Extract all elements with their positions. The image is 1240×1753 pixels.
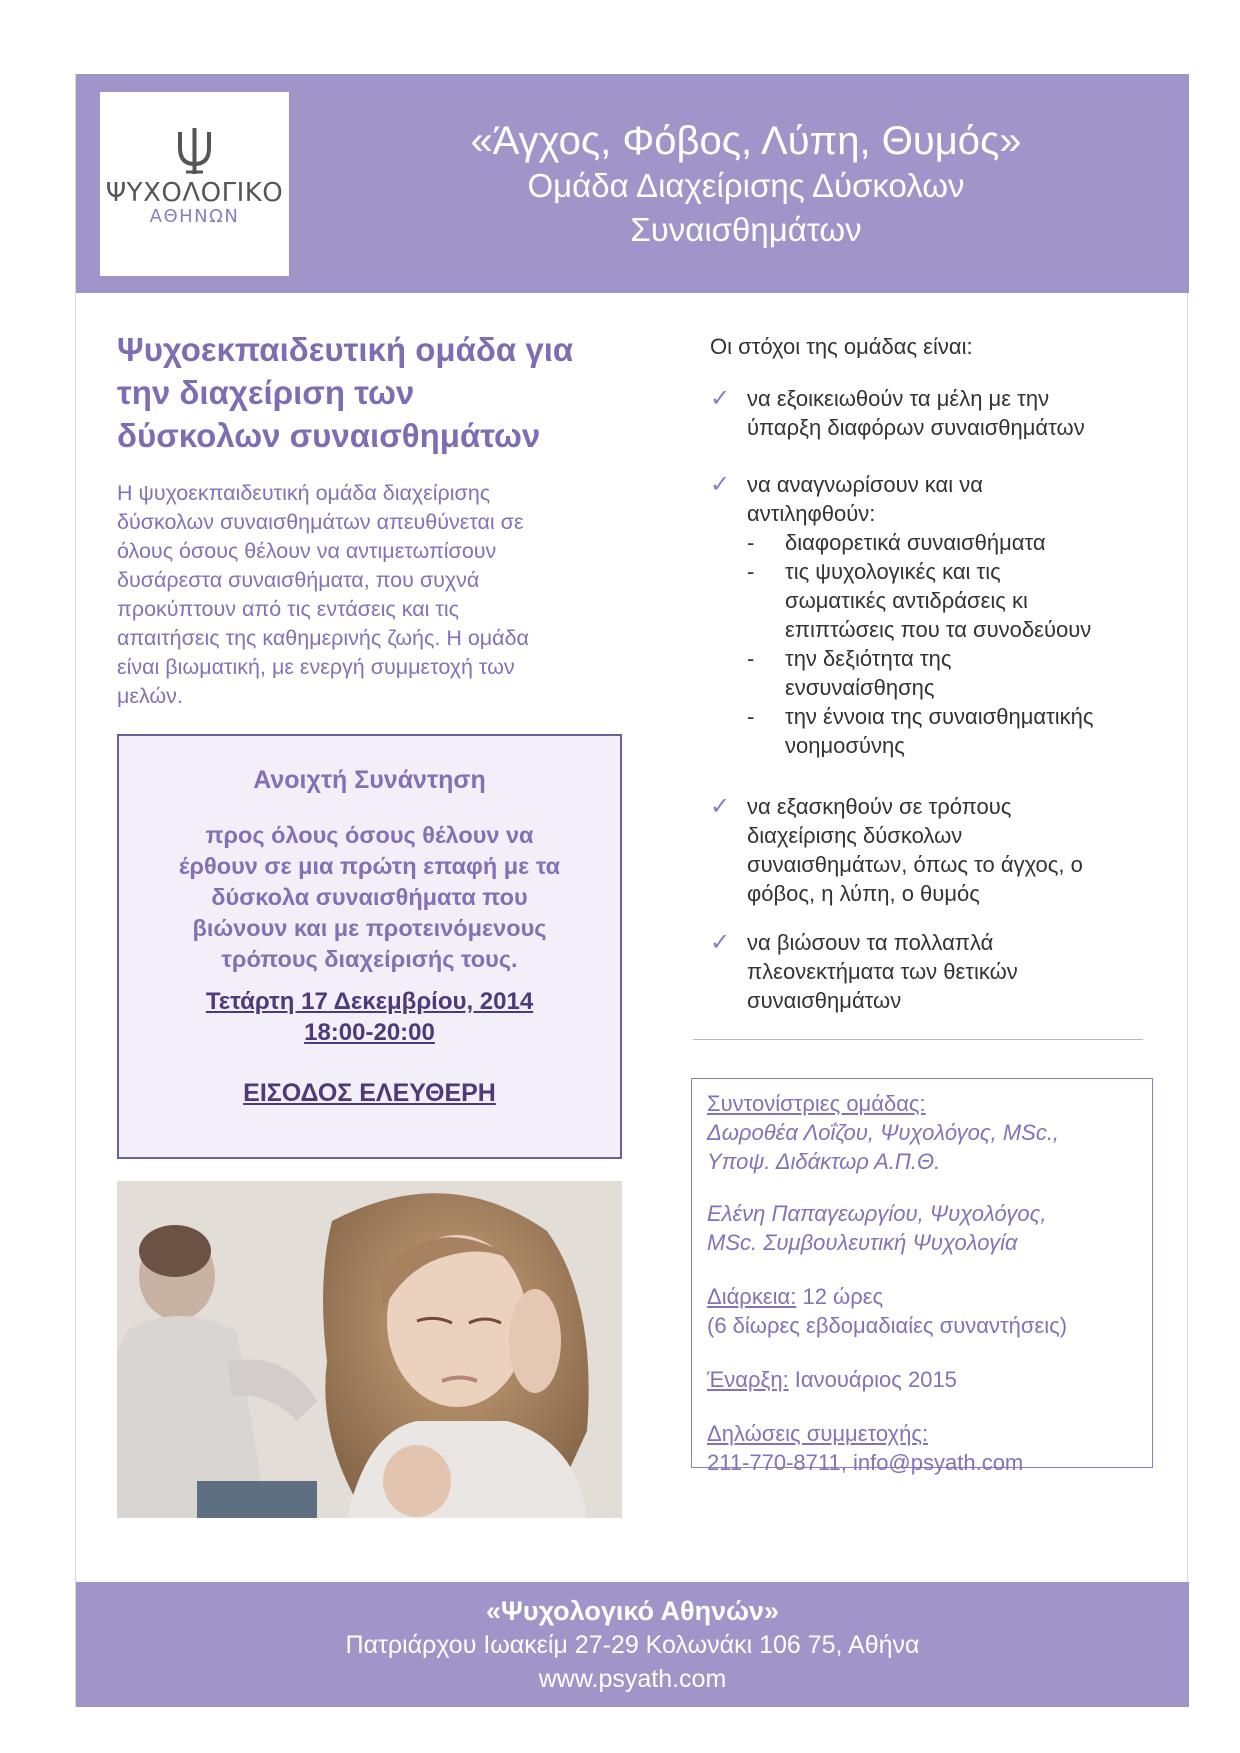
subitem-line: την έννοια της συναισθηματικής xyxy=(785,704,1094,729)
goal-text xyxy=(747,792,1170,908)
event-text-line: έρθουν σε μια πρώτη επαφή με τα xyxy=(178,853,561,879)
flyer-page xyxy=(75,74,1188,1707)
logo-text-line1: ΨΥΧΟΛΟΓΙΚΟ xyxy=(105,178,284,208)
flyer-subtitle-line1: Ομάδα Διαχείρισης Δύσκολων xyxy=(527,167,965,204)
info-box xyxy=(691,1078,1153,1475)
intro-line: απαιτήσεις της καθημερινής ζωής. Η ομάδα xyxy=(117,626,529,650)
open-meeting-box xyxy=(117,734,622,1159)
coordinator-line: Δωροθέα Λοΐζου, Ψυχολόγος, MSc., xyxy=(707,1120,1060,1145)
goal-subitem xyxy=(747,644,1170,702)
goal-subitem xyxy=(747,702,1170,760)
coordinator-line: Υποψ. Διδάκτωρ Α.Π.Θ. xyxy=(707,1149,941,1174)
signup-label: Δηλώσεις συμμετοχής: xyxy=(707,1421,929,1446)
event-date: Τετάρτη 17 Δεκεμβρίου, 2014 xyxy=(205,988,534,1015)
footer-address: Πατριάρχου Ιωακείμ 27-29 Κολωνάκι 106 75, Αθήνα xyxy=(345,1631,920,1659)
intro-line: όλους όσους θέλουν να αντιμετωπίσουν xyxy=(117,539,497,563)
event-text-line: προς όλους όσους θέλουν να xyxy=(205,822,534,848)
heading-line: δύσκολων συναισθημάτων xyxy=(117,417,541,454)
goal-line: ύπαρξη διαφόρων συναισθημάτων xyxy=(747,415,1085,440)
logo-text-line2: ΑΘΗΝΩΝ xyxy=(149,206,240,227)
check-icon: ✓ xyxy=(710,793,731,820)
goal-line: να βιώσουν τα πολλαπλά xyxy=(747,930,994,955)
flyer-subtitle-line2: Συναισθημάτων xyxy=(630,211,862,248)
goal-item xyxy=(710,470,1170,760)
goal-line: να αναγνωρίσουν και να xyxy=(747,472,983,497)
coordinators-label: Συντονίστριες ομάδας: xyxy=(707,1091,926,1116)
header-titles xyxy=(326,118,1166,252)
coordinator-line: MSc. Συμβουλευτική Ψυχολογία xyxy=(707,1230,1018,1255)
stock-photo xyxy=(117,1181,622,1518)
photo-illustration xyxy=(117,1181,622,1518)
subitem-line: τις ψυχολογικές και τις xyxy=(785,559,1001,584)
goal-item xyxy=(710,928,1170,1015)
dash-bullet: - xyxy=(747,530,755,555)
free-entry-label: ΕΙΣΟΔΟΣ ΕΛΕΥΘΕΡΗ xyxy=(243,1079,496,1107)
goal-item xyxy=(710,384,1170,442)
event-text-line: τρόπους διαχείρισής τους. xyxy=(221,946,518,972)
intro-line: Η ψυχοεκπαιδευτική ομάδα διαχείρισης xyxy=(117,481,491,505)
goal-line: διαχείρισης δύσκολων xyxy=(747,823,963,848)
intro-paragraph xyxy=(117,479,617,711)
subitem-line: νοημοσύνης xyxy=(785,733,905,758)
check-icon: ✓ xyxy=(710,471,731,498)
goal-subitem xyxy=(747,528,1170,557)
start-date xyxy=(707,1365,1147,1394)
subitem-line: επιπτώσεις που τα συνοδεύουν xyxy=(785,617,1092,642)
section-heading xyxy=(117,328,657,457)
footer-org-name: «Ψυχολογικό Αθηνών» xyxy=(486,1596,779,1626)
logo xyxy=(100,92,289,276)
goal-item xyxy=(710,792,1170,908)
psi-logo-icon xyxy=(100,128,289,174)
intro-line: δύσκολων συναισθημάτων απευθύνεται σε xyxy=(117,510,524,534)
goal-line: να εξοικειωθούν τα μέλη με την xyxy=(747,386,1050,411)
intro-line: δυσάρεστα συναισθήματα, που συχνά xyxy=(117,568,480,592)
dash-bullet: - xyxy=(747,704,755,729)
event-text-line: δύσκολα συναισθήματα που xyxy=(211,884,528,910)
goals-intro: Οι στόχοι της ομάδας είναι: xyxy=(710,334,973,359)
coordinators xyxy=(707,1089,1147,1176)
duration-note: (6 δίωρες εβδομαδιαίες συναντήσεις) xyxy=(707,1313,1068,1338)
goal-text xyxy=(747,384,1170,442)
dash-bullet: - xyxy=(747,646,755,671)
goal-line: να εξασκηθούν σε τρόπους xyxy=(747,794,1012,819)
start-value: Ιανουάριος 2015 xyxy=(788,1367,957,1392)
intro-line: είναι βιωματική, με ενεργή συμμετοχή των xyxy=(117,655,515,679)
duration-value: 12 ώρες xyxy=(796,1284,884,1309)
heading-line: την διαχείριση των xyxy=(117,374,415,411)
duration-label: Διάρκεια: xyxy=(707,1284,797,1309)
divider xyxy=(693,1039,1143,1040)
event-time: 18:00-20:00 xyxy=(304,1019,435,1046)
event-text-line: βιώνουν και με προτεινόμενους xyxy=(192,915,547,941)
intro-line: προκύπτουν από τις εντάσεις και τις xyxy=(117,597,460,621)
goal-subitem xyxy=(747,557,1170,644)
goal-line: συναισθημάτων xyxy=(747,988,902,1013)
heading-line: Ψυχοεκπαιδευτική ομάδα για xyxy=(117,331,574,368)
footer-website-link[interactable]: www.psyath.com xyxy=(538,1665,727,1693)
intro-line: μελών. xyxy=(117,684,183,708)
dash-bullet: - xyxy=(747,559,755,584)
event-datetime xyxy=(119,986,620,1048)
goal-line: φόβος, η λύπη, ο θυμός xyxy=(747,881,980,906)
open-meeting-title: Ανοιχτή Συνάντηση xyxy=(253,766,486,794)
header-band xyxy=(76,74,1189,293)
signup-contact: 211-770-8711, info@psyath.com xyxy=(707,1450,1024,1475)
subitem-line: διαφορετικά συναισθήματα xyxy=(785,530,1046,555)
footer-band xyxy=(76,1582,1189,1707)
signup xyxy=(707,1419,1147,1477)
goal-text xyxy=(747,928,1170,1015)
coordinator-2 xyxy=(707,1199,1147,1257)
goal-text xyxy=(747,470,1170,528)
subitem-line: την δεξιότητα της xyxy=(785,646,952,671)
goal-line: συναισθημάτων, όπως το άγχος, ο xyxy=(747,852,1083,877)
goal-line: πλεονεκτήματα των θετικών xyxy=(747,959,1018,984)
start-label: Έναρξη: xyxy=(707,1367,789,1392)
subitem-line: ενσυναίσθησης xyxy=(785,675,935,700)
goal-line: αντιληφθούν: xyxy=(747,501,876,526)
coordinator-line: Ελένη Παπαγεωργίου, Ψυχολόγος, xyxy=(707,1201,1047,1226)
duration xyxy=(707,1282,1147,1340)
subitem-line: σωματικές αντιδράσεις κι xyxy=(785,588,1028,613)
check-icon: ✓ xyxy=(710,385,731,412)
open-meeting-text xyxy=(139,820,600,975)
flyer-title: «Άγχος, Φόβος, Λύπη, Θυμός» xyxy=(470,119,1022,163)
check-icon: ✓ xyxy=(710,929,731,956)
